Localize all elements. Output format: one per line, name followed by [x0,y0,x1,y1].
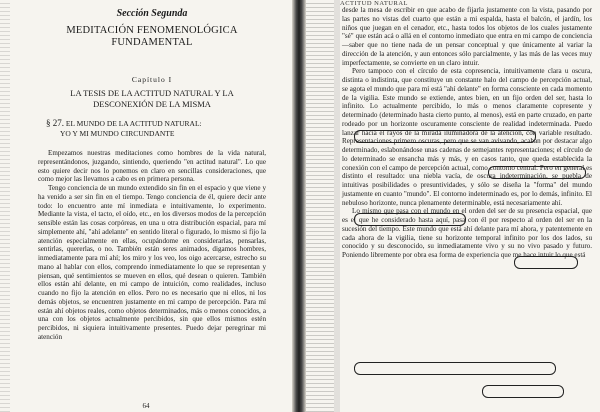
section-number: § 27. [46,118,64,128]
paragraph: Lo mismo que pasa con el mundo en el orden del ser de su presencia espacial, que es el que he considerado hasta aquí, pasa con él por respecto al orden del ser en la sucesión del tiempo. Este mundo que está ahí delante para mí ahora, y patentemente en cada ahora de la vigilia, tiene su horizonte temporal infinito por los dos lados, su conocido y su desconocido, su inmediatamente vivo y su no vivo pasado y futuro. Poniendo libremente por obra esa forma de experiencia que me hace intuir lo que está [342,207,592,259]
section-heading-line-1: EL MUNDO DE LA ACTITUD NATURAL: [65,119,202,128]
part-title [38,25,266,49]
scan-shadow [334,0,340,412]
section-heading [38,118,266,139]
chapter-title [38,88,266,110]
part-title-line-1: MEDITACIÓN FENOMENOLÓGICA [66,25,238,36]
chapter-label: Capítulo I [131,75,173,84]
pencil-annotation-circle [354,362,556,375]
section-heading-line-2: YO Y MI MUNDO CIRCUNDANTE [60,129,175,138]
chapter-title-line-1: LA TESIS DE LA ACTITUD NATURAL Y LA [70,88,234,98]
right-page [306,0,600,412]
paragraph: Pero tampoco con el círculo de esta copresencia, intuitivamente clara u oscura, distinta o indistinta, que constituye un constante halo del campo de percepción actual, se agota el mundo que para mí está "ahí delante" en forma consciente en cada momento de la vigilia. Este mundo se extiende, antes bien, en un fijo orden del ser, hasta lo infinito. Lo actualmente percibido, lo más o menos claramente copresente y determinado (determinado hasta cierto punto, al menos), está en parte cruzado, en parte rodeado por un horizonte oscuramente consciente de realidad indeterminada. Puedo lanzar hacia él rayos de la mirada iluminadora de la atención, con variable resultado. Representaciones primero oscuras, pero que se van avivando, acaban por destacar algo determinado, eslabonándose unas cadenas de semejantes representaciones; el círculo de lo determinado se ensancha más y más, y en casos tanto, que queda establecida la conexión con el campo de percepción actual, como contorno central. Pero en general es distinto el resultado: una niebla vacía, de oscura indeterminación, se puebla de intuitivas posibilidades o presuntividades, y sólo se diseña la "forma" del mundo justamente en cuanto "mundo". El contorno indeterminado es, por lo demás, infinito. El nebuloso horizonte, nunca plenamente determinable, está necesariamente ahí. [342,67,592,207]
chapter-title-line-2: DESCONEXIÓN DE LA MISMA [93,99,211,109]
paragraph: Empezamos nuestras meditaciones como hombres de la vida natural, representándonos, juzgando, sintiendo, queriendo "en actitud natural". Lo que esto quiere decir nos lo ponemos en claro en sencillas consideraciones, que como mejor las llevamos a cabo es en primera persona. [38,149,266,184]
page-edge-shadow [306,0,334,412]
pencil-annotation-circle [482,385,564,398]
section-label: Sección Segunda [116,8,188,19]
running-head: ACTITUD NATURAL [340,0,408,7]
right-body-text [342,6,592,260]
book-gutter [292,0,306,412]
left-page [0,0,292,412]
page-edge-shadow [0,0,10,412]
left-body-text [38,149,266,342]
paragraph: Tengo conciencia de un mundo extendido sin fin en el espacio y que viene y ha venido a ser sin fin en el tiempo. Tengo conciencia de él, quiere decir ante todo: lo encuentro ante mí inmediata e intuitivamente, lo experimento. Mediante la vista, el tacto, el oído, etc., en los diversos modos de la percepción sensible están las cosas corpóreas, en una u otra distribución espacial, para mí simplemente ahí, "ahí adelante" en sentido literal o figurado, lo mismo si fijo la atención especialmente en ellas, ocupándome en considerarlas, pensarlas, sentirlas, quererlas, o no. También están seres animados, digamos hombres, inmediatamente para mí ahí; los miro y los veo, los oigo acercarse, estrecho su mano al hablar con ellos, comprendo inmediatamente lo que se representan y piensan, qué sentimientos se mueven en ellos, qué desean o quieren. También ellos están ahí delante, en mi campo de intuición, como realidades, incluso cuando no fijo la atención en ellos. Pero no es necesario que ni ellos, ni los demás objetos, se encuentren justamente en mi campo de percepción. Para mí están ahí objetos reales, como objetos determinados, más o menos conocidos, a una con los objetos actualmente percibidos, sin que ellos mismos estén percibidos, ni siquiera intuitivamente presentes. Puedo dejar peregrinar mi atención [38,184,266,341]
part-title-line-2: FUNDAMENTAL [111,37,193,48]
page-number: 64 [142,402,150,410]
left-page-content [38,8,266,342]
paragraph: desde la mesa de escribir en que acabo de fijarla justamente con la vista, pasando por las partes no vistas del cuarto que están a mi espalda, hasta el balcón, el jardín, los niños que juegan en el cenador, etc., hasta todos los objetos de los cuales justamente "sé" que están acá o allá en el contorno inmediato que entra en mi campo de conciencia —saber que no tiene nada de un pensar conceptual y que únicamente al variar la dirección de la atención, y aun entonces sólo parcialmente, y las más de las veces muy imperfectamente, se convierte en un claro intuir. [342,6,592,67]
